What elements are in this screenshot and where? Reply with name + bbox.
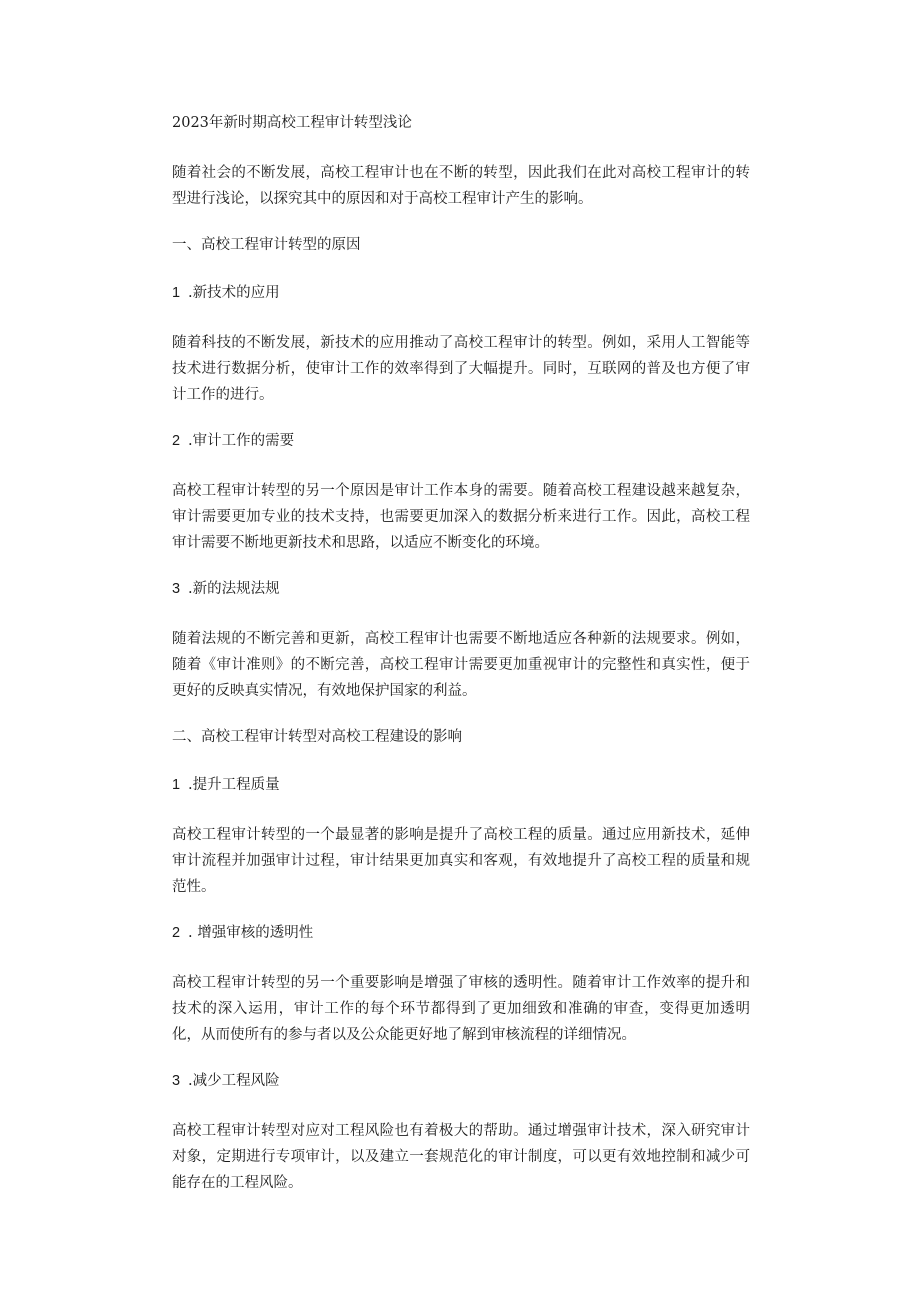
subheading-text: .审计工作的需要 — [188, 433, 295, 449]
subheading-number: 3 — [172, 581, 181, 597]
subheading-number: 1 — [172, 285, 181, 301]
section-heading-reasons: 一、高校工程审计转型的原因 — [172, 237, 361, 253]
paragraph-risk: 高校工程审计转型对应对工程风险也有着极大的帮助。通过增强审计技术，深入研究审计对象，定期进行专项审计，以及建立一套规范化的审计制度，可以更有效地控制和减少可能存在的工程风险。 — [172, 1123, 750, 1191]
subheading-number: 3 — [172, 1073, 181, 1089]
subheading-number: 2 — [172, 433, 181, 449]
subheading-text: . 增强审核的透明性 — [188, 925, 314, 941]
document-page — [172, 112, 750, 1218]
subheading-number: 2 — [172, 925, 181, 941]
paragraph-quality: 高校工程审计转型的一个最显著的影响是提升了高校工程的质量。通过应用新技术，延伸审计流程并加强审计过程，审计结果更加真实和客观，有效地提升了高校工程的质量和规范性。 — [172, 827, 750, 895]
subheading-quality — [172, 774, 750, 796]
intro-paragraph: 随着社会的不断发展，高校工程审计也在不断的转型，因此我们在此对高校工程审计的转型进行浅论，以探究其中的原因和对于高校工程审计产生的影响。 — [172, 165, 750, 207]
section-heading-impacts: 二、高校工程审计转型对高校工程建设的影响 — [172, 729, 462, 745]
paragraph-transparency: 高校工程审计转型的另一个重要影响是增强了审核的透明性。随着审计工作效率的提升和技术的深入运用，审计工作的每个环节都得到了更加细致和准确的审查，变得更加透明化，从而使所有的参与者以及公众能更好地了解到审核流程的详细情况。 — [172, 975, 750, 1043]
subheading-new-technology — [172, 282, 750, 304]
document-title: 2023年新时期高校工程审计转型浅论 — [172, 115, 412, 131]
subheading-text: .减少工程风险 — [188, 1073, 280, 1089]
subheading-transparency — [172, 922, 750, 944]
subheading-number: 1 — [172, 777, 181, 793]
subheading-text: .新技术的应用 — [188, 285, 280, 301]
paragraph-audit-needs: 高校工程审计转型的另一个原因是审计工作本身的需要。随着高校工程建设越来越复杂，审计需要更加专业的技术支持，也需要更加深入的数据分析来进行工作。因此，高校工程审计需要不断地更新技术和思路，以适应不断变化的环境。 — [172, 483, 750, 551]
paragraph-new-regulations: 随着法规的不断完善和更新，高校工程审计也需要不断地适应各种新的法规要求。例如，随着《审计准则》的不断完善，高校工程审计需要更加重视审计的完整性和真实性，便于更好的反映真实情况，有效地保护国家的利益。 — [172, 631, 750, 699]
subheading-new-regulations — [172, 578, 750, 600]
subheading-text: .提升工程质量 — [188, 777, 280, 793]
subheading-audit-needs — [172, 430, 750, 452]
paragraph-new-technology: 随着科技的不断发展，新技术的应用推动了高校工程审计的转型。例如，采用人工智能等技术进行数据分析，使审计工作的效率得到了大幅提升。同时，互联网的普及也方便了审计工作的进行。 — [172, 335, 750, 403]
subheading-text: .新的法规法规 — [188, 581, 280, 597]
subheading-risk — [172, 1070, 750, 1092]
